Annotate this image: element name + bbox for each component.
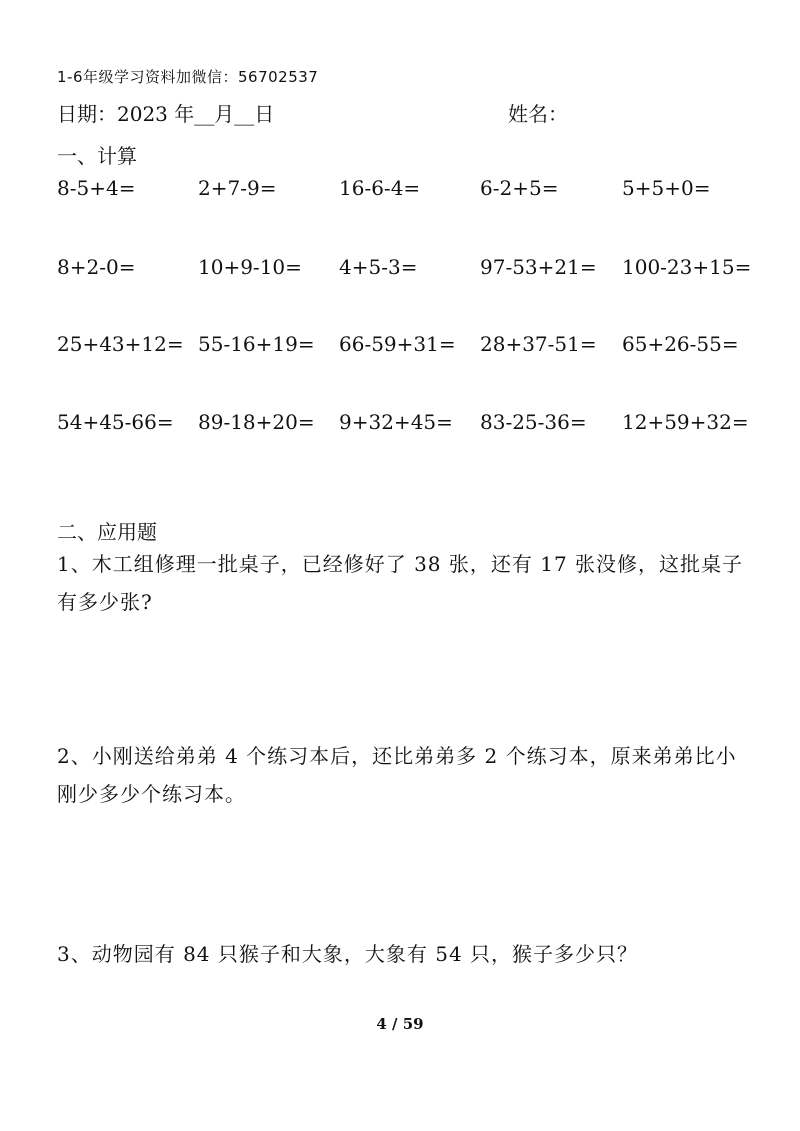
date-line: 日期：2023 年__月__日 xyxy=(57,102,275,126)
calc-problem: 55-16+19= xyxy=(198,332,315,356)
calc-problem: 28+37-51= xyxy=(480,332,597,356)
name-line: 姓名： xyxy=(508,102,568,126)
calc-problem: 97-53+21= xyxy=(480,255,597,279)
calc-problem: 6-2+5= xyxy=(480,176,559,200)
calc-problem: 10+9-10= xyxy=(198,255,302,279)
calc-row xyxy=(0,410,800,440)
calc-problem: 100-23+15= xyxy=(622,255,752,279)
section-title-calculation: 一、计算 xyxy=(57,144,137,168)
calc-problem: 8-5+4= xyxy=(57,176,136,200)
header-note: 1-6年级学习资料加微信：56702537 xyxy=(57,68,319,86)
calc-row xyxy=(0,332,800,362)
calc-row xyxy=(0,176,800,206)
calc-problem: 25+43+12= xyxy=(57,332,184,356)
word-problem: 3、动物园有 84 只猴子和大象，大象有 54 只，猴子多少只？ xyxy=(57,942,639,966)
calc-problem: 65+26-55= xyxy=(622,332,739,356)
section-title-word-problems: 二、应用题 xyxy=(57,520,157,544)
calc-problem: 8+2-0= xyxy=(57,255,136,279)
calc-row xyxy=(0,255,800,285)
calc-problem: 12+59+32= xyxy=(622,410,749,434)
calc-problem: 66-59+31= xyxy=(339,332,456,356)
calc-problem: 89-18+20= xyxy=(198,410,315,434)
calc-problem: 2+7-9= xyxy=(198,176,277,200)
calc-problem: 9+32+45= xyxy=(339,410,453,434)
calc-problem: 16-6-4= xyxy=(339,176,421,200)
word-problem: 1、木工组修理一批桌子，已经修好了 38 张，还有 17 张没修，这批桌子有多少张? xyxy=(57,552,744,614)
calc-problem: 5+5+0= xyxy=(622,176,711,200)
page-number: 4 / 59 xyxy=(376,1015,424,1033)
calc-problem: 54+45-66= xyxy=(57,410,174,434)
word-problem: 2、小刚送给弟弟 4 个练习本后，还比弟弟多 2 个练习本，原来弟弟比小刚少多少个练习本。 xyxy=(57,744,737,806)
calc-problem: 4+5-3= xyxy=(339,255,418,279)
calc-problem: 83-25-36= xyxy=(480,410,587,434)
